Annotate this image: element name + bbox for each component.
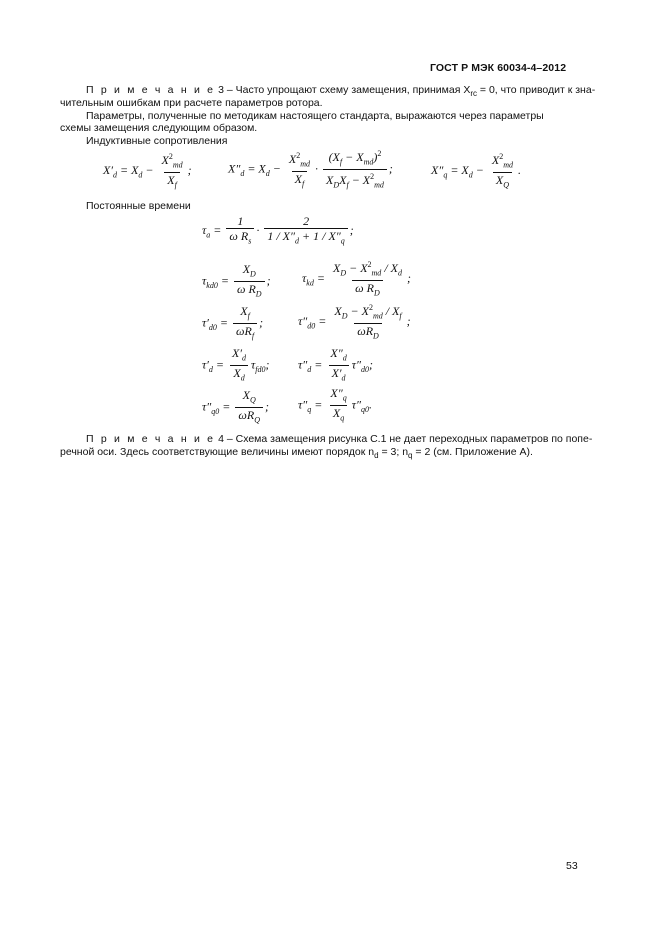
note4-sub-d: d [374, 451, 379, 461]
formula-tau-q-double-prime: $\tau''_q$ = $\frac{X''_q}{X_q}$ $\tau''_{q0}$. [298, 386, 372, 426]
note4-text2: речной оси. Здесь соответствующие величины имеют порядок n [60, 446, 375, 458]
formula-tau-q0-double-prime: $\tau''_{q0}$ = $\frac{X_Q}{\omega R_Q}$ ; [202, 388, 269, 428]
note4-label: П р и м е ч а н и е [86, 433, 216, 445]
formula-tau-d0-double-prime: $\tau''_{d0}$ = $\frac{X_D - X^2_{md} / X_f}{\omega R_D}$ ; [298, 301, 411, 344]
note4-sub-q: q [408, 451, 413, 461]
note4-text-mid: = 3; n [378, 446, 409, 458]
note3-text: 3 – Часто упрощают схему замещения, принимая X [215, 84, 471, 96]
formula-tau-d-prime: $\tau'_d$ = $\frac{X'_d}{X_d}$ $\tau_{fd0}$; [202, 346, 270, 386]
note3-line2: чительным ошибкам при расчете параметров ротора. [60, 97, 323, 109]
formula-tau-d0-prime: $\tau'_{d0}$ = $\frac{X_f}{\omega R_f}$ ; [202, 304, 263, 344]
note3-subscript: rc [470, 89, 477, 99]
note3-text-end: = 0, что приводит к зна- [477, 84, 596, 96]
formula-tau-a: $\tau_a$ = $\frac{1}{\omega R_s}$ · $\frac{2}{1 / X''_d + 1 / X''_q}$ ; [202, 214, 354, 248]
params-line1: Параметры, полученные по методикам настоящего стандарта, выражаются через параметры [86, 110, 544, 122]
note4-text: 4 – Схема замещения рисунка С.1 не дает переходных параметров по попе- [215, 433, 593, 445]
params-line2: схемы замещения следующим образом. [60, 122, 258, 134]
formula-tau-kd0: $\tau_{kd0}$ = $\frac{X_D}{\omega R_D}$ ; [202, 262, 271, 302]
note4-text-end: = 2 (см. Приложение А). [412, 446, 533, 458]
formula-tau-kd: $\tau_{kd}$ = $\frac{X_D - X^2_{md} / X_d}{\omega R_D}$ ; [302, 258, 411, 301]
note4-line1 [86, 433, 592, 446]
inductive-heading: Индуктивные сопротивления [86, 135, 228, 147]
formula-xd-double-prime: $X''_d = X_d$ − $\frac{X^2_{md}}{X_f}$ · $\frac{(X_f - X_{md})^2}{X_DX_f - X^2_{md}}$ ; [228, 147, 393, 193]
formula-tau-d-double-prime: $\tau''_d$ = $\frac{X''_d}{X'_d}$ $\tau''_{d0}$; [298, 346, 373, 386]
formula-xq-double-prime: $X''_q = X_d$ − $\frac{X^2_{md}}{X_Q}$ . [431, 150, 521, 193]
page-number: 53 [566, 860, 578, 872]
document-standard-header: ГОСТ Р МЭК 60034-4–2012 [430, 62, 567, 74]
formula-xd-prime: $X'_d = X_d$ − $\frac{X^2_{md}}{X_f}$ ; [103, 150, 192, 193]
note4-line2 [60, 446, 533, 462]
note3-label: П р и м е ч а н и е [86, 84, 216, 96]
time-constants-heading: Постоянные времени [86, 200, 191, 212]
